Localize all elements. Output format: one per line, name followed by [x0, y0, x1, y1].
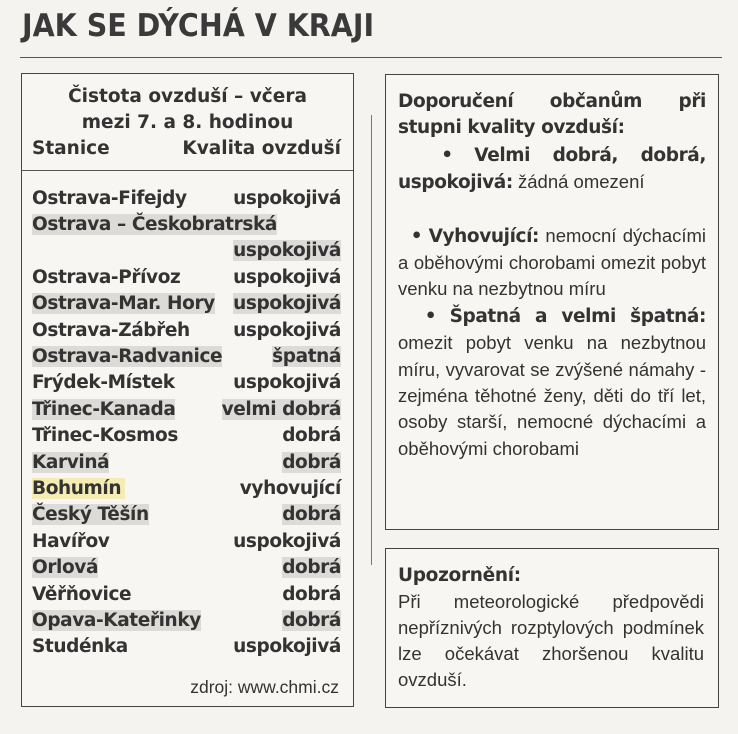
station-name: Bohumín — [32, 478, 125, 499]
table-row — [30, 317, 343, 343]
table-row — [30, 554, 343, 580]
table-title-line2: mezi 7. a 8. hodinou — [81, 112, 294, 133]
table-row-continued — [30, 238, 343, 264]
table-row — [30, 396, 343, 422]
warning-text: Při meteorologické předpovědi nepříznivých rozptylových podmínek lze očekávat zhoršenou kvalitu ovzduší. — [398, 591, 704, 690]
quality-value: vyhovující — [239, 477, 341, 499]
table-row — [30, 502, 343, 528]
recommendations-text — [398, 89, 706, 462]
table-row — [30, 343, 343, 369]
station-name: Havířov — [32, 530, 110, 552]
quality-value: uspokojivá — [233, 240, 341, 262]
station-name: Ostrava-Zábřeh — [32, 319, 190, 341]
table-row — [30, 475, 343, 501]
recommendation-item — [398, 223, 706, 303]
bullet-icon: • — [424, 305, 437, 327]
quality-value: dobrá — [282, 609, 341, 631]
station-name: Ostrava-Přívoz — [32, 266, 181, 288]
source-note: zdroj: www.chmi.cz — [190, 677, 339, 697]
quality-value: dobrá — [282, 451, 341, 473]
column-divider — [371, 115, 372, 565]
station-name: Třinec-Kosmos — [32, 425, 178, 447]
recommendation-item — [398, 142, 706, 197]
warning-box — [385, 548, 719, 708]
air-quality-table — [21, 73, 354, 707]
station-name: Orlová — [32, 557, 99, 579]
recommendations-box — [385, 74, 719, 530]
recommendation-item — [398, 303, 706, 462]
recommendation-label: Špatná a velmi špatná: — [449, 305, 707, 327]
column-header-quality: Kvalita ovzduší — [182, 138, 341, 159]
table-row — [30, 264, 343, 290]
quality-value: dobrá — [282, 557, 341, 579]
station-name: Ostrava – Českobratrská — [32, 214, 277, 236]
quality-value: uspokojivá — [233, 636, 341, 658]
table-row — [30, 291, 343, 317]
table-row — [30, 581, 343, 607]
bullet-icon: • — [441, 144, 453, 166]
quality-value: uspokojivá — [233, 293, 341, 315]
recommendation-text: omezit pobyt venku na nezbytnou míru, vyvarovat se zvýšené námahy - zejména těhotné ženy, děti do tří let, osoby starší, nemocné dýchacími a oběhovými chorobami — [398, 332, 706, 459]
warning-title: Upozornění: — [398, 565, 521, 586]
table-row — [30, 423, 343, 449]
header-divider — [22, 170, 353, 171]
table-row — [30, 528, 343, 554]
table-title-line1: Čistota ovzduší – včera — [68, 86, 307, 107]
station-name: Český Těšín — [32, 504, 149, 526]
quality-value: špatná — [272, 346, 341, 368]
recommendation-text: žádná omezení — [518, 171, 645, 193]
station-name: Třinec-Kanada — [32, 398, 176, 420]
quality-value: uspokojivá — [233, 187, 341, 209]
quality-value: uspokojivá — [233, 319, 341, 341]
recommendation-label: Vyhovující: — [428, 225, 540, 247]
quality-value: uspokojivá — [233, 530, 341, 552]
recommendations-intro: Doporučení občanům při stupni kvality ovzduší: — [398, 91, 706, 139]
headline: JAK SE DÝCHÁ V KRAJI — [22, 8, 375, 44]
headline-rule — [20, 57, 722, 58]
quality-value: dobrá — [282, 425, 341, 447]
station-name: Studénka — [32, 636, 128, 658]
table-row — [30, 449, 343, 475]
quality-value: uspokojivá — [233, 266, 341, 288]
station-name: Opava-Kateřinky — [32, 609, 201, 631]
table-row — [30, 185, 343, 211]
table-row — [30, 634, 343, 660]
recommendation-label: Velmi dobrá, dobrá, uspokojivá: — [398, 144, 707, 194]
station-name: Ostrava-Radvanice — [32, 346, 223, 368]
warning-content — [398, 563, 704, 693]
table-header — [22, 84, 353, 162]
quality-value: velmi dobrá — [221, 398, 341, 420]
station-list — [30, 185, 343, 660]
table-row — [30, 211, 343, 237]
table-row — [30, 370, 343, 396]
quality-value: dobrá — [282, 583, 341, 605]
station-name: Karviná — [32, 451, 110, 473]
station-name: Ostrava-Fifejdy — [32, 187, 187, 209]
quality-value: uspokojivá — [233, 372, 341, 394]
station-name: Věřňovice — [32, 583, 132, 605]
bullet-icon: • — [410, 225, 423, 247]
station-name: Ostrava-Mar. Hory — [32, 293, 215, 315]
column-header-station: Stanice — [32, 138, 110, 159]
recommendation-text: nemocní dýchacími a oběhovými chorobami omezit pobyt venku na nezbytnou míru — [398, 224, 707, 300]
table-row — [30, 607, 343, 633]
station-name: Frýdek-Místek — [32, 372, 175, 394]
quality-value: dobrá — [282, 504, 341, 526]
